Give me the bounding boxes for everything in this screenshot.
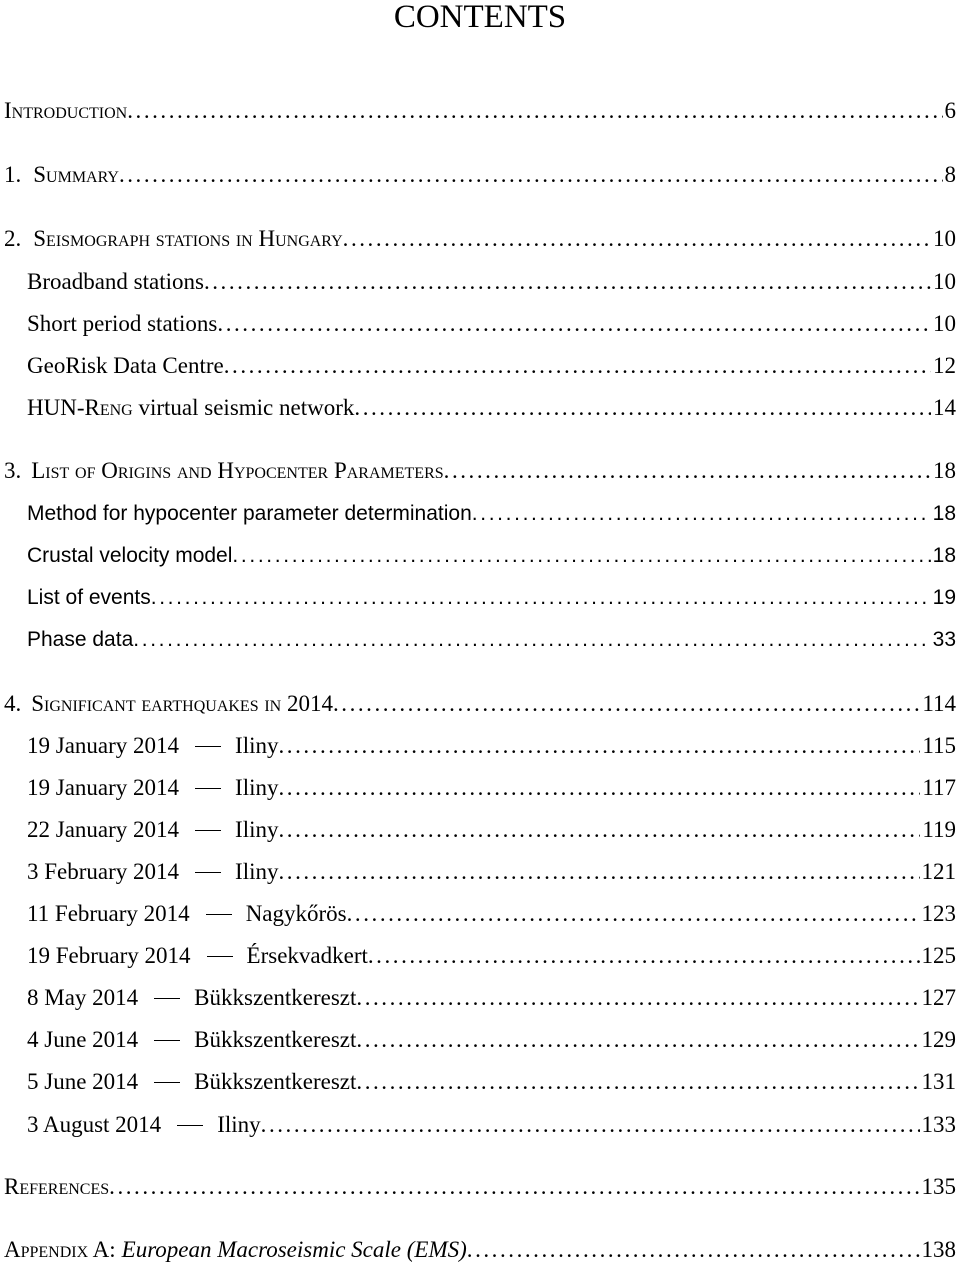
dot-leader (217, 309, 931, 339)
page-title: CONTENTS (393, 0, 567, 35)
toc-entry-page: 14 (933, 395, 956, 420)
toc-entry-appendix-a[interactable] (4, 1235, 956, 1265)
toc-entry-page: 12 (933, 353, 956, 378)
toc-entry-label-part: eng (99, 395, 133, 420)
toc-entry-page: 33 (932, 628, 956, 651)
dot-leader (204, 267, 931, 297)
em-dash (195, 830, 221, 831)
earthquake-location: Iliny (235, 733, 279, 758)
dot-leader (343, 224, 931, 254)
toc-entry-page: 19 (932, 586, 956, 609)
toc-entry-page: 8 (944, 162, 956, 187)
earthquake-location: Iliny (235, 859, 279, 884)
dot-leader (467, 1235, 920, 1265)
earthquake-date: 19 February 2014 (27, 943, 191, 968)
toc-entry-label: Method for hypocenter parameter determination (27, 502, 472, 525)
dot-leader (472, 499, 931, 529)
toc-entry-summary[interactable] (4, 160, 956, 190)
toc-entry-label: Introduction (4, 98, 128, 123)
toc-entry-page: 115 (922, 733, 956, 758)
toc-entry-earthquake[interactable] (27, 1110, 956, 1140)
toc-entry-page: 10 (933, 269, 956, 294)
em-dash (195, 872, 221, 873)
dot-leader (224, 351, 931, 381)
toc-entry-earthquake[interactable] (27, 773, 956, 803)
earthquake-date: 11 February 2014 (27, 901, 190, 926)
toc-entry-earthquake[interactable] (27, 899, 956, 929)
earthquake-location: Bükkszentkereszt (194, 1069, 357, 1094)
em-dash (177, 1125, 203, 1126)
toc-entry-page: 131 (921, 1069, 956, 1094)
dot-leader (354, 393, 931, 423)
toc-entry-label: Significant earthquakes in 2014 (31, 691, 333, 716)
dot-leader (278, 857, 919, 887)
toc-entry-crustal-velocity-model[interactable] (27, 541, 956, 571)
earthquake-date: 19 January 2014 (27, 733, 180, 758)
dot-leader (151, 583, 931, 613)
toc-entry-short-period-stations[interactable] (27, 309, 956, 339)
toc-entry-number: 1. (4, 162, 22, 187)
earthquake-date: 8 May 2014 (27, 985, 139, 1010)
earthquake-date: 3 February 2014 (27, 859, 180, 884)
toc-entry-label-part: virtual seismic network (132, 395, 355, 420)
toc-entry-page: 18 (932, 502, 956, 525)
toc-entry-phase-data[interactable] (27, 625, 956, 655)
dot-leader (368, 941, 920, 971)
toc-entry-page: 10 (933, 311, 956, 336)
toc-entry-references[interactable] (4, 1172, 956, 1202)
toc-entry-page: 123 (921, 901, 956, 926)
earthquake-location: Iliny (235, 775, 279, 800)
toc-entry-page: 135 (921, 1174, 956, 1199)
toc-entry-label-part: HUN-R (27, 395, 100, 420)
toc-entry-earthquake[interactable] (27, 1025, 956, 1055)
toc-entry-earthquake[interactable] (27, 1067, 956, 1097)
dot-leader (278, 773, 920, 803)
earthquake-date: 19 January 2014 (27, 775, 180, 800)
toc-entry-label: Seismograph stations in Hungary (33, 226, 343, 251)
toc-entry-label: Broadband stations (27, 269, 204, 294)
toc-entry-page: 18 (933, 458, 956, 483)
toc-entry-number: 2. (4, 226, 22, 251)
earthquake-location: Bükkszentkereszt (194, 985, 357, 1010)
dot-leader (119, 160, 943, 190)
dot-leader (109, 1172, 919, 1202)
dot-leader (356, 1067, 919, 1097)
dot-leader (356, 983, 919, 1013)
toc-entry-georisk-data-centre[interactable] (27, 351, 956, 381)
toc-entry-page: 125 (921, 943, 956, 968)
toc-entry-introduction[interactable] (4, 96, 956, 126)
toc-entry-hypocenter-method[interactable] (27, 499, 956, 529)
earthquake-location: Érsekvadkert (246, 943, 368, 968)
em-dash (195, 788, 221, 789)
toc-entry-page: 127 (921, 985, 956, 1010)
toc-entry-label: Summary (33, 162, 119, 187)
toc-entry-earthquake[interactable] (27, 731, 956, 761)
toc-entry-label: GeoRisk Data Centre (27, 353, 224, 378)
toc-entry-page: 18 (932, 544, 956, 567)
dot-leader (133, 625, 930, 655)
toc-entry-label: Crustal velocity model (27, 544, 233, 567)
toc-entry-earthquake[interactable] (27, 941, 956, 971)
dot-leader (232, 541, 930, 571)
toc-entry-label: Short period stations (27, 311, 218, 336)
toc-entry-page: 133 (921, 1112, 956, 1137)
dot-leader (261, 1110, 920, 1140)
toc-entry-hun-reng-network[interactable] (27, 393, 956, 423)
toc-entry-page: 121 (921, 859, 956, 884)
toc-entry-earthquake[interactable] (27, 815, 956, 845)
earthquake-date: 22 January 2014 (27, 817, 180, 842)
dot-leader (278, 815, 920, 845)
em-dash (207, 956, 233, 957)
earthquake-date: 3 August 2014 (27, 1112, 162, 1137)
toc-entry-label-part: Appendix A: (4, 1237, 116, 1262)
toc-entry-label: Phase data (27, 628, 134, 651)
toc-entry-page: 10 (933, 226, 956, 251)
toc-entry-label: References (4, 1174, 110, 1199)
em-dash (154, 1040, 180, 1041)
toc-entry-label: List of Origins and Hypocenter Parameters (31, 458, 444, 483)
earthquake-date: 5 June 2014 (27, 1069, 139, 1094)
toc-entry-page: 114 (922, 691, 956, 716)
em-dash (154, 1082, 180, 1083)
toc-entry-page: 138 (921, 1237, 956, 1262)
earthquake-location: Nagykőrös (245, 901, 347, 926)
dot-leader (347, 899, 920, 929)
toc-entry-seismograph-stations[interactable] (4, 224, 956, 254)
dot-leader (333, 689, 920, 719)
toc-entry-broadband-stations[interactable] (27, 267, 956, 297)
dot-leader (278, 731, 920, 761)
toc-entry-earthquake[interactable] (27, 983, 956, 1013)
dot-leader (444, 456, 931, 486)
earthquake-location: Iliny (235, 817, 279, 842)
toc-entry-number: 3. (4, 458, 22, 483)
toc-entry-page: 117 (922, 775, 956, 800)
em-dash (206, 914, 232, 915)
earthquake-date: 4 June 2014 (27, 1027, 139, 1052)
em-dash (195, 746, 221, 747)
toc-entry-page: 129 (921, 1027, 956, 1052)
toc-entry-number: 4. (4, 691, 22, 716)
toc-entry-list-of-origins[interactable] (4, 456, 956, 486)
toc-entry-significant-earthquakes[interactable] (4, 689, 956, 719)
em-dash (154, 998, 180, 999)
toc-entry-page: 119 (922, 817, 956, 842)
dot-leader (127, 96, 942, 126)
toc-entry-label-part: European Macroseismic Scale (EMS) (121, 1237, 467, 1262)
toc-entry-page: 6 (944, 98, 956, 123)
earthquake-location: Iliny (217, 1112, 261, 1137)
toc-entry-label: List of events (27, 586, 151, 609)
toc-entry-earthquake[interactable] (27, 857, 956, 887)
dot-leader (356, 1025, 919, 1055)
earthquake-location: Bükkszentkereszt (194, 1027, 357, 1052)
toc-entry-list-of-events[interactable] (27, 583, 956, 613)
